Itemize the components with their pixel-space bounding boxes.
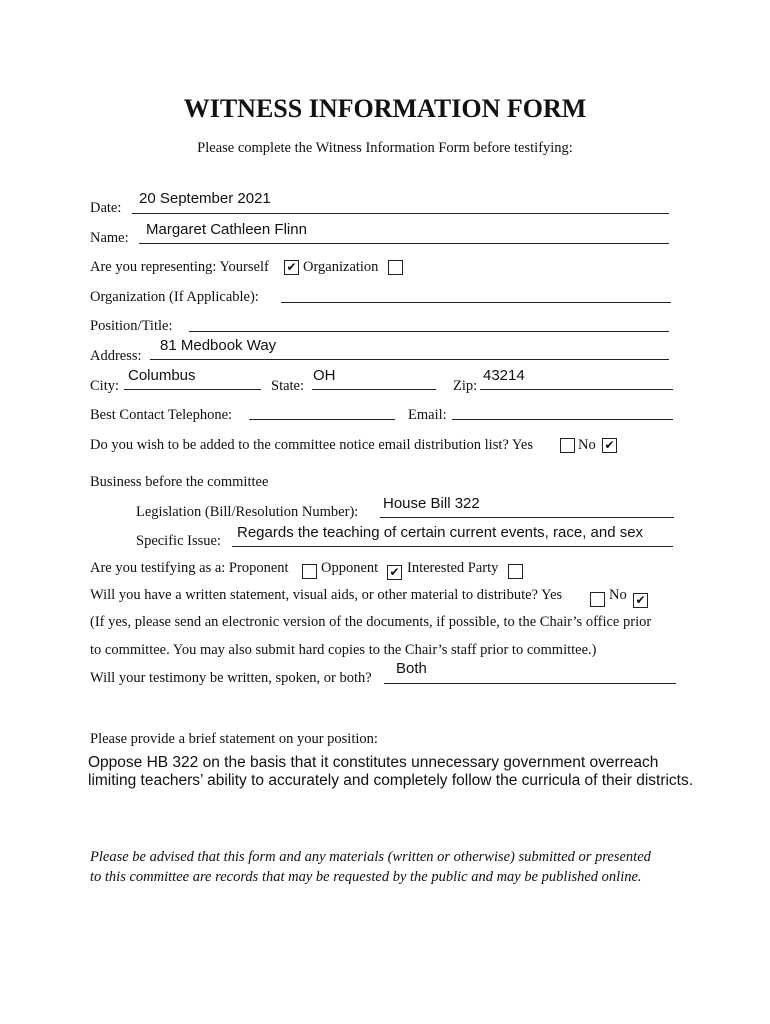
city-underline [124,389,261,390]
issue-field[interactable]: Regards the teaching of certain current events, race, and sex [237,524,644,541]
issue-underline [232,546,673,547]
written-statement-label: Will you have a written statement, visual aids, or other material to distribute? Yes [90,587,563,603]
address-label: Address: [90,348,142,364]
proponent-checkbox[interactable] [302,564,317,579]
testimony-label: Will your testimony be written, spoken, or both? [90,670,372,686]
organization-label: Organization (If Applicable): [90,289,259,305]
zip-label: Zip: [453,378,478,394]
statement-line2[interactable]: limiting teachers’ ability to accurately and completely follow the curricula of their districts. [88,772,694,789]
date-field[interactable]: 20 September 2021 [139,190,271,207]
address-underline [150,359,669,360]
written-yes-checkbox[interactable] [590,592,605,607]
address-field[interactable]: 81 Medbook Way [160,337,277,354]
distribution-label: Do you wish to be added to the committee notice email distribution list? Yes [90,437,533,453]
organization-option-label: Organization [303,259,379,275]
name-label: Name: [90,230,129,246]
interested-party-checkbox[interactable] [508,564,523,579]
written-note-line2: to committee. You may also submit hard copies to the Chair’s staff prior to committee.) [90,642,597,658]
organization-underline [281,302,671,303]
form-subtitle: Please complete the Witness Information Form before testifying: [197,140,573,156]
state-field[interactable]: OH [313,367,336,384]
issue-label: Specific Issue: [136,533,221,549]
telephone-underline [249,419,395,420]
testimony-field[interactable]: Both [396,660,427,677]
date-underline [132,213,669,214]
opponent-checkbox[interactable]: ✔ [387,565,402,580]
telephone-label: Best Contact Telephone: [90,407,233,423]
name-underline [139,243,669,244]
statement-line1[interactable]: Oppose HB 322 on the basis that it constitutes unnecessary government overreach [88,754,659,771]
opponent-label: Opponent [321,560,379,576]
distribution-no-label: No [578,437,596,453]
city-label: City: [90,378,120,394]
zip-field[interactable]: 43214 [483,367,525,384]
zip-underline [480,389,673,390]
interested-party-label: Interested Party [407,560,499,576]
position-label: Position/Title: [90,318,173,334]
state-underline [312,389,436,390]
email-underline [452,419,673,420]
testifying-label: Are you testifying as a: Proponent [90,560,289,576]
disclaimer-line2: to this committee are records that may be requested by the public and may be published online. [90,869,642,885]
statement-label: Please provide a brief statement on your position: [90,731,378,747]
email-label: Email: [408,407,447,423]
written-no-checkbox[interactable]: ✔ [633,593,648,608]
date-label: Date: [90,200,122,216]
written-note-line1: (If yes, please send an electronic version of the documents, if possible, to the Chair’s office prior [90,614,652,630]
distribution-yes-checkbox[interactable] [560,438,575,453]
position-underline [189,331,669,332]
organization-checkbox[interactable] [388,260,403,275]
representing-label: Are you representing: Yourself [90,259,269,275]
form-title: WITNESS INFORMATION FORM [183,94,587,123]
business-heading: Business before the committee [90,474,269,490]
legislation-field[interactable]: House Bill 322 [383,495,480,512]
legislation-underline [380,517,674,518]
name-field[interactable]: Margaret Cathleen Flinn [146,221,307,238]
legislation-label: Legislation (Bill/Resolution Number): [136,504,359,520]
distribution-no-checkbox[interactable]: ✔ [602,438,617,453]
disclaimer-line1: Please be advised that this form and any materials (written or otherwise) submitted or presented [90,849,651,865]
testimony-underline [384,683,676,684]
yourself-checkbox[interactable]: ✔ [284,260,299,275]
written-no-label: No [609,587,627,603]
city-field[interactable]: Columbus [128,367,196,384]
state-label: State: [271,378,305,394]
